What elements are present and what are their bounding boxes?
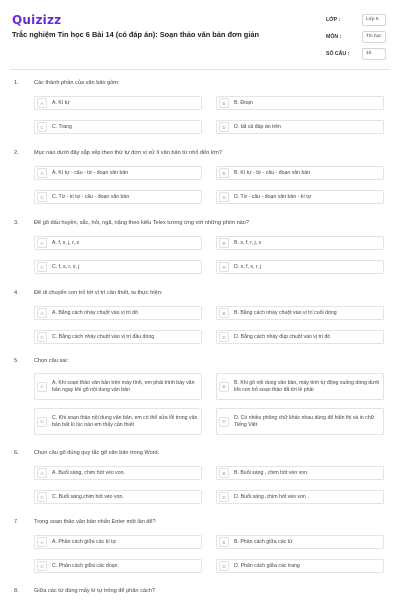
meta-label: SỐ CÂU :	[326, 50, 350, 57]
meta-label: MÔN :	[326, 33, 342, 40]
option-text: A. Kí tự	[52, 99, 70, 106]
option-b[interactable]	[216, 373, 384, 400]
option-a[interactable]	[34, 236, 202, 250]
option-text: D. s, f, x, r, j	[234, 263, 262, 270]
option-text: B. Buổi sáng , chim hót véo von.	[234, 469, 309, 476]
option-text: A. f, s, j, r, x	[52, 239, 80, 246]
option-a[interactable]	[34, 535, 202, 549]
option-letter: A	[37, 468, 47, 478]
option-letter: D	[219, 192, 229, 202]
option-a[interactable]	[34, 373, 202, 400]
option-d[interactable]	[216, 559, 384, 573]
header-divider	[10, 69, 390, 70]
question-text: 2. Mục nào dưới đây sắp xếp theo thứ tự đơn vị xử lí văn bản từ nhỏ đến lớn?	[14, 150, 223, 156]
option-c[interactable]	[34, 260, 202, 274]
option-b[interactable]	[216, 96, 384, 110]
option-a[interactable]	[34, 306, 202, 320]
option-text: C. Buổi sáng,chim hót véo von.	[52, 493, 124, 500]
meta-value-count: 10	[362, 48, 386, 60]
question-text: 4. Để di chuyển con trỏ tới vị trí cần thiết, ta thực hiện:	[14, 290, 163, 296]
option-b[interactable]	[216, 166, 384, 180]
option-a[interactable]	[34, 96, 202, 110]
option-b[interactable]	[216, 236, 384, 250]
option-letter: C	[37, 417, 47, 427]
option-letter: D	[219, 332, 229, 342]
option-letter: D	[219, 492, 229, 502]
quizizz-logo[interactable]: Quizizz	[12, 13, 62, 27]
option-letter: C	[37, 192, 47, 202]
option-letter: D	[219, 122, 229, 132]
page-title: Trắc nghiệm Tin học 6 Bài 14 (có đáp án): Soạn thảo văn bản đơn giản	[12, 30, 259, 39]
option-letter: D	[219, 417, 229, 427]
option-letter: A	[37, 308, 47, 318]
option-text: B. s, f, r, j, x	[234, 239, 262, 246]
option-text: D. Từ - câu - đoạn văn bản - kí tự	[234, 193, 312, 200]
option-letter: C	[37, 561, 47, 571]
option-letter: A	[37, 382, 47, 392]
question-text: 8. Giữa các từ dùng mấy kí tự trống để phân cách?	[14, 588, 155, 594]
option-text: A. Khi soạn thảo văn bản trên máy tính, em phải trình bày văn bản ngay khi gõ nội dung văn bản	[52, 380, 195, 393]
option-letter: B	[219, 382, 229, 392]
option-text: C. Bằng cách nháy chuột vào vị trí đầu dòng	[52, 333, 155, 340]
option-text: C. Từ - kí tự - câu - đoạn văn bản	[52, 193, 130, 200]
option-a[interactable]	[34, 166, 202, 180]
meta-row-class	[326, 12, 390, 27]
option-letter: B	[219, 468, 229, 478]
option-text: B. Khi gõ nội dung văn bản, máy tính tự động xuống dòng dưới khi con trỏ soạn thảo đã tới lề phải	[234, 380, 380, 393]
option-c[interactable]	[34, 190, 202, 204]
option-b[interactable]	[216, 535, 384, 549]
option-text: B. Đoạn	[234, 99, 253, 106]
option-text: C. f, s, r, x, j	[52, 263, 80, 270]
option-text: A. Buổi sáng, chim hót véo von.	[52, 469, 125, 476]
option-text: D. Có nhiều phông chữ khác nhau dùng để hiển thị và in chữ Tiếng Việt	[234, 415, 375, 428]
option-letter: D	[219, 262, 229, 272]
meta-row-count	[326, 46, 390, 61]
option-d[interactable]	[216, 408, 384, 435]
option-d[interactable]	[216, 490, 384, 504]
option-d[interactable]	[216, 120, 384, 134]
question-text: 3. Để gõ dấu huyền, sắc, hỏi, ngã, nặng theo kiểu Telex tương ứng với những phím nào?	[14, 220, 250, 226]
option-letter: A	[37, 238, 47, 248]
option-text: A. Bằng cách nháy chuột vào vị trí đó	[52, 309, 138, 316]
meta-value-class: Lớp 6	[362, 14, 386, 26]
option-text: A. Kí tự - câu - từ - đoạn văn bản	[52, 169, 129, 176]
option-letter: B	[219, 238, 229, 248]
worksheet-meta	[326, 12, 390, 63]
option-c[interactable]	[34, 490, 202, 504]
question-text: 7. Trong soạn thảo văn bản nhấn Enter một lần để?	[14, 519, 156, 525]
meta-row-subject	[326, 29, 390, 44]
option-text: B. Phân cách giữa các từ	[234, 538, 293, 545]
option-text: D. Bằng cách nháy đúp chuột vào vị trí đó	[234, 333, 331, 340]
option-c[interactable]	[34, 408, 202, 435]
option-letter: B	[219, 308, 229, 318]
option-text: C. Khi soạn thảo nội dung văn bản, em có thể sửa lỗi trong văn bản bất kì lúc nào em thấy cần thiết	[52, 415, 198, 428]
option-letter: B	[219, 98, 229, 108]
option-b[interactable]	[216, 306, 384, 320]
option-letter: A	[37, 168, 47, 178]
option-text: D. Buổi sáng ,chim hót véo von .	[234, 493, 309, 500]
option-d[interactable]	[216, 330, 384, 344]
option-letter: C	[37, 122, 47, 132]
option-letter: C	[37, 332, 47, 342]
option-letter: C	[37, 492, 47, 502]
option-letter: B	[219, 168, 229, 178]
option-text: C. Trang	[52, 123, 72, 130]
option-a[interactable]	[34, 466, 202, 480]
option-text: B. Kí tự - từ - câu - đoạn văn bản	[234, 169, 311, 176]
option-d[interactable]	[216, 260, 384, 274]
option-text: B. Bằng cách nháy chuột vào vị trí cuối dòng	[234, 309, 337, 316]
meta-value-subject: Tin học	[362, 31, 386, 43]
option-letter: D	[219, 561, 229, 571]
option-c[interactable]	[34, 559, 202, 573]
option-text: A. Phân cách giữa các kí tự	[52, 538, 117, 545]
option-b[interactable]	[216, 466, 384, 480]
option-d[interactable]	[216, 190, 384, 204]
question-text: 5. Chọn câu sai:	[14, 358, 69, 364]
option-letter: A	[37, 537, 47, 547]
option-letter: B	[219, 537, 229, 547]
meta-label: LỚP :	[326, 16, 341, 23]
option-letter: C	[37, 262, 47, 272]
option-c[interactable]	[34, 330, 202, 344]
option-text: C. Phân cách giữa các đoạn	[52, 562, 118, 569]
question-text: 6. Chọn câu gõ đúng quy tắc gõ văn bản trong Word.	[14, 450, 160, 456]
option-letter: A	[37, 98, 47, 108]
question-text: 1. Các thành phần của văn bản gồm:	[14, 80, 120, 86]
option-c[interactable]	[34, 120, 202, 134]
option-text: D. tất cả đáp án trên	[234, 123, 282, 130]
option-text: D. Phân cách giữa các trang	[234, 562, 300, 569]
